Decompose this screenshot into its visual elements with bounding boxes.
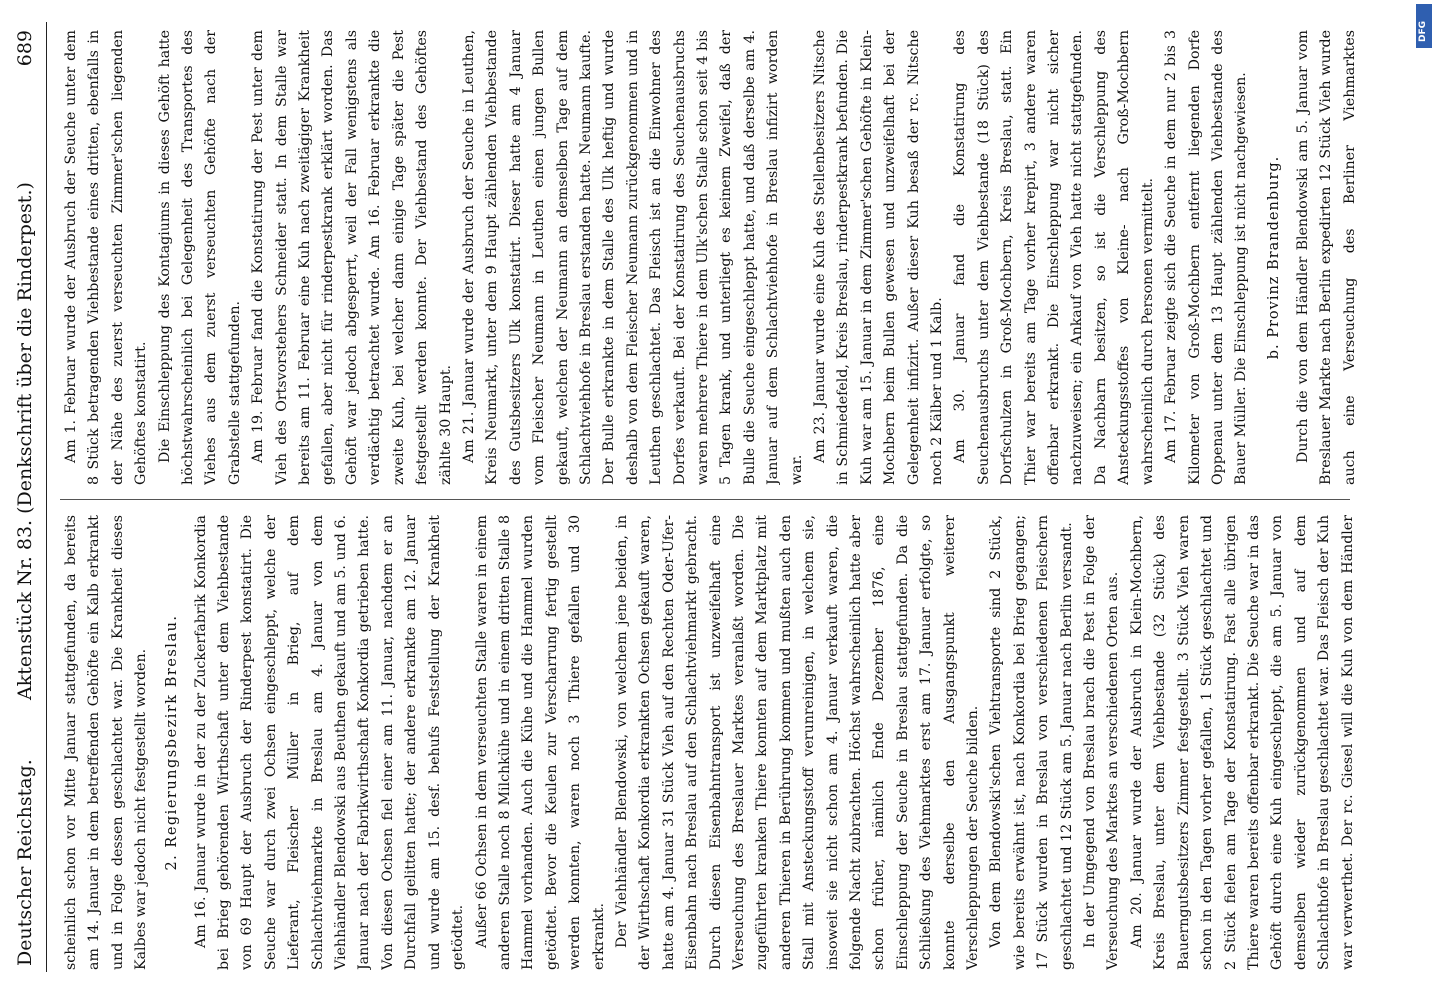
body-paragraph: Am 1. Februar wurde der Ausbruch der Seuche unter dem 8 Stück betragenden Viehbestande eines dritten, ebenfalls in der Nähe des zuerst verseuchten Zimmer'schen liegenden Gehöftes konstatirt.: [63, 30, 150, 485]
body-paragraph: Die Einschleppung des Kontagiums in dieses Gehöft hatte höchstwahrscheinlich bei Gelegenheit des Transportes des Viehes aus dem zuerst verseuchten Gehöfte nach der Grabstelle stattgefunden.: [156, 30, 243, 485]
body-paragraph: Am 23. Januar wurde eine Kuh des Stellenbesitzers Nitsche in Schmiedefeld, Kreis Breslau, rinderpestkrank befunden. Die Kuh war am 15. Januar in dem Zimmer'schen Gehöfte in Klein-Mochbern beim Bullen gewesen und unzweifelhaft bei der Gelegenheit infizirt. Außer dieser Kuh besaß der rc. Nitsche noch 2 Kälber und 1 Kalb.: [812, 30, 946, 485]
body-paragraph: Durch die von dem Händler Blendowski am 5. Januar vom Breslauer Markte nach Berlin expedirten 12 Stück Vieh wurde auch eine Verseuchung des Berliner Viehmarktes: [1294, 30, 1358, 485]
section-heading: 2. Regierungsbezirk Breslau.: [163, 614, 180, 871]
body-paragraph: Am 21. Januar wurde der Ausbruch der Seuche in Leuthen, Kreis Neumarkt, unter dem 9 Haupt zählenden Viehbestande des Gutsbesitzers Ulk konstatirt. Dieser hatte am 4 Januar vom Fleischer Neumann in Leuthen einen jungen Bullen gekauft, welchen der Neumann an demselben Tage auf dem Schlachtviehhofe in Breslau erstanden hatte. Neumann kaufte. Der Bulle erkrankte in dem Stalle des Ulk heftig und wurde deshalb von dem Fleischer Neumann zurückgenommen und in Leuthen geschlachtet. Das Fleisch ist an die Einwohner des Dorfes verkauft. Bei der Konstatirung des Seuchenausbruchs waren mehrere Thiere in dem Ulk'schen Stalle schon seit 4 bis 5 Tagen krank, und unterliegt es keinem Zweifel, daß der Bulle die Seuche eingeschleppt hatte, und daß derselbe am 4. Januar auf dem Schlachtviehhofe in Breslau infizirt worden war.: [460, 30, 805, 485]
body-paragraph: Am 20. Januar wurde der Ausbruch in Klein-Mochbern, Kreis Breslau, unter dem Viehbestande (32 Stück) des Bauerngutsbesitzers Zimmer festgestellt. 3 Stück Vieh waren schon in den Tagen vorher gefallen, 1 Stück geschlachtet und 2 Stück fielen am Tage der Konstatirung. Fast alle übrigen Thiere waren bereits offenbar erkrankt. Die Seuche war in das Gehöft durch eine Kuh eingeschleppt, die am 5. Januar von demselben wieder zurückgenommen und auf dem Schlachthofe in Breslau geschlachtet war. Das Fleisch der Kuh war verwerthet. Der rc. Giesel will die Kuh von dem Händler: [1128, 515, 1356, 970]
body-paragraph: Von dem Blendowski'schen Viehtransporte sind 2 Stück, wie bereits erwähnt ist, nach Konkordia bei Brieg gegangen; 17 Stück wurden in Breslau von verschiedenen Fleischern geschlachtet und 12 Stück am 5. Januar nach Berlin versandt.: [988, 515, 1075, 970]
header-document-title: Aktenstück Nr. 83. (Denkschrift über die Rinderpest.): [14, 182, 36, 700]
body-paragraph: In der Umgegend von Breslau brach die Pest in Folge der Verseuchung des Marktes an verschiedenen Orten aus.: [1082, 515, 1122, 970]
header-page-number: 689: [14, 30, 36, 67]
page-header: [0, 0, 54, 1000]
body-paragraph: Außer 66 Ochsen in dem verseuchten Stalle waren in einem anderen Stalle noch 8 Milchkühe und in einem dritten Stalle 8 Hammel vorhanden. Auch die Kühe und die Hammel wurden getödtet. Bevor die Keulen zur Verscharrung fertig gestellt werden konnten, waren noch 3 Thiere gefallen und 30 erkrankt.: [473, 515, 607, 970]
dfg-logo: DFG: [1416, 4, 1432, 48]
body-paragraph: Am 16. Januar wurde in der zu der Zuckerfabrik Konkordia bei Brieg gehörenden Wirthschaft unter dem Viehbestande von 69 Haupt der Ausbruch der Rinderpest konstatirt. Die Seuche war durch zwei Ochsen eingeschleppt, welche der Lieferant, Fleischer Müller in Brieg, auf dem Schlachtviehmarkte in Breslau am 4. Januar von dem Viehhändler Blendowski aus Beuthen gekauft und am 5. und 6. Januar nach der Fabrikwirthschaft Konkordia getrieben hatte. Von diesen Ochsen fiel einer am 11. Januar, nachdem er an Durchfall gelitten hatte; der andere erkrankte am 12. Januar und wurde am 15. desf. behufs Feststellung der Krankheit getödtet.: [192, 515, 467, 970]
header-publication: Deutscher Reichstag.: [14, 759, 36, 966]
header-rule: [46, 22, 47, 972]
left-text-column: [60, 515, 1360, 970]
column-divider: [60, 499, 1350, 500]
body-paragraph: Der Viehhändler Blendowski, von welchem jene beiden, in der Wirthschaft Konkordia erkrankten Ochsen gekauft waren, hatte am 4. Januar 31 Stück Vieh auf den Rechten Oder-Ufer-Eisenbahn nach Breslau auf den Schlachtviehmarkt gebracht. Durch diesen Eisenbahntransport ist unzweifelhaft eine Verseuchung des Breslauer Marktes veranlaßt worden. Die zugeführten kranken Thiere konnten auf dem Marktplatz mit anderen Thieren in Berührung kommen und mußten auch den Stall mit Ansteckungsstoff verunreinigen, in welchem sie, insoweit sie nicht schon am 4. Januar verkauft waren, die folgende Nacht zubrachten. Höchst wahrscheinlich hatte aber schon früher, nämlich Ende Dezember 1876, eine Einschleppung der Seuche in Breslau stattgefunden. Da die Schließung des Viehmarktes erst am 17. Januar erfolgte, so konnte derselbe den Ausgangspunkt weiterer Verschleppungen der Seuche bilden.: [613, 515, 982, 970]
body-paragraph: Am 17. Februar zeigte sich die Seuche in dem nur 2 bis 3 Kilometer von Groß-Mochbern entfernt liegenden Dorfe Oppenau unter dem 13 Haupt zählenden Viehbestande des Bauer Müller. Die Einschleppung ist nicht nachgewiesen.: [1163, 30, 1250, 485]
section-heading: b. Provinz Brandenburg.: [1265, 155, 1282, 360]
right-text-column: [60, 30, 1360, 485]
funding-watermark: [1418, 8, 1432, 992]
body-paragraph: scheinlich schon vor Mitte Januar stattgefunden, da bereits am 14. Januar in dem betreffenden Gehöfte ein Kalb erkrankt und in Folge dessen geschlachtet war. Die Krankheit dieses Kalbes war jedoch nicht festgestellt worden.: [63, 515, 150, 970]
body-paragraph: Am 30. Januar fand die Konstatirung des Seuchenausbruchs unter dem Viehbestande (18 Stück) des Dorfschulzen in Groß-Mochbern, Kreis Breslau, statt. Ein Thier war bereits am Tage vorher krepirt, 3 andere waren offenbar erkrankt. Die Einschleppung war nicht sicher nachzuweisen; ein Ankauf von Vieh hatte nicht stattgefunden. Da Nachbarn besitzen, so ist die Verschleppung des Ansteckungsstoffes von Kleine- nach Groß-Mochbern wahrscheinlich durch Personen vermittelt.: [952, 30, 1156, 485]
body-paragraph: Am 19. Februar fand die Konstatirung der Pest unter dem Vieh des Ortsvorstehers Schneider statt. In dem Stalle war bereits am 11. Februar eine Kuh nach zweitägiger Krankheit gefallen, aber nicht für rinderpestkrank erklärt worden. Das Gehöft war jedoch abgesperrt, weil der Fall wenigstens als verdächtig betrachtet wurde. Am 16. Februar erkrankte die zweite Kuh, bei welcher dann einige Tage später die Pest festgestellt werden konnte. Der Viehbestand des Gehöftes zählte 30 Haupt.: [250, 30, 454, 485]
